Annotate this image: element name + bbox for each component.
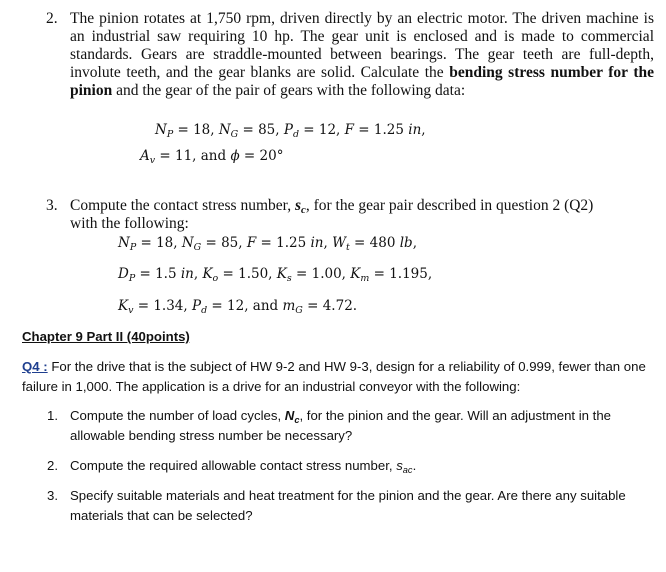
q4-item-3-number: 3. bbox=[47, 488, 58, 503]
q4-item-2-text-b: . bbox=[412, 458, 417, 473]
q3-line-1 bbox=[70, 197, 593, 215]
q2-bold-text: bending stress number for the pinion bbox=[70, 64, 654, 99]
q4-item-1-symbol: N bbox=[284, 408, 295, 423]
q4-item-2-text-a: Compute the required allowable contact stress number, bbox=[70, 458, 397, 473]
q3-text-a: Compute the contact stress number, bbox=[70, 197, 295, 214]
q3-symbol-sub: c bbox=[301, 204, 306, 216]
q4-item-1 bbox=[70, 406, 650, 445]
q3-equation-2: $D_P = 1.5$ in, $K_o = 1.50$, $K_s = 1.00$, $K_m = 1.195$, bbox=[118, 266, 433, 284]
q3-text-b: , for the gear pair described in question 2 (Q2) bbox=[305, 197, 594, 214]
q4-item-1-text-a: Compute the number of load cycles, bbox=[70, 408, 285, 423]
q4-item-2-number: 2. bbox=[47, 458, 58, 473]
q4-item-1-number: 1. bbox=[47, 408, 58, 423]
q4-intro-text: For the drive that is the subject of HW 9-2 and HW 9-3, design for a reliability of 0.999, fewer than one failure in 1,000. The application is a drive for an industrial conveyor with the following: bbox=[22, 359, 646, 394]
q4-item-1-text-b: , for the pinion and the gear. Will an adjustment in the allowable bending stress number be necessary? bbox=[70, 408, 612, 443]
q4-item-2 bbox=[70, 456, 650, 476]
q3-symbol: s bbox=[294, 197, 301, 214]
q2-equation-2: $A_v = 11$, and ϕ = 20° bbox=[140, 148, 284, 166]
q2-number: 2. bbox=[46, 10, 58, 27]
q4-item-2-symbol: s bbox=[396, 458, 403, 473]
q3-line-2: with the following: bbox=[70, 215, 189, 232]
q2-text-end: and the gear of the pair of gears with the following data: bbox=[112, 82, 466, 99]
q3-number: 3. bbox=[46, 197, 58, 214]
q4-item-1-symbol-sub: c bbox=[294, 415, 300, 425]
q3-equation-3: $K_v = 1.34$, $P_d = 12$, and $m_G = 4.72$. bbox=[118, 298, 358, 316]
q4-item-3 bbox=[70, 486, 650, 525]
q3-equation-1: $N_P = 18$, $N_G = 85$, F = 1.25 in, $W_t = 480$ lb, bbox=[118, 235, 417, 253]
q4-intro bbox=[22, 357, 652, 396]
q4-label: Q4 : bbox=[22, 359, 48, 374]
section-heading: Chapter 9 Part II (40points) bbox=[22, 329, 190, 344]
q2-text bbox=[70, 10, 654, 100]
q4-item-3-text: Specify suitable materials and heat treatment for the pinion and the gear. Are there any suitable materials that can be selected? bbox=[70, 488, 626, 523]
q4-item-2-symbol-sub: ac bbox=[402, 465, 413, 475]
q2-equation-1: $N_P = 18$, $N_G = 85$, $P_d = 12$, F = 1.25 in, bbox=[155, 122, 426, 140]
q2-text-start: The pinion rotates at 1,750 rpm, driven directly by an electric motor. The driven machine is an industrial saw requiring 10 hp. The gear unit is enclosed and is made to commercial standards. Gears are straddle-mounted between bearings. The gear teeth are full-depth, involute teeth, and the gear blanks are solid. Calculate the bbox=[70, 10, 654, 81]
